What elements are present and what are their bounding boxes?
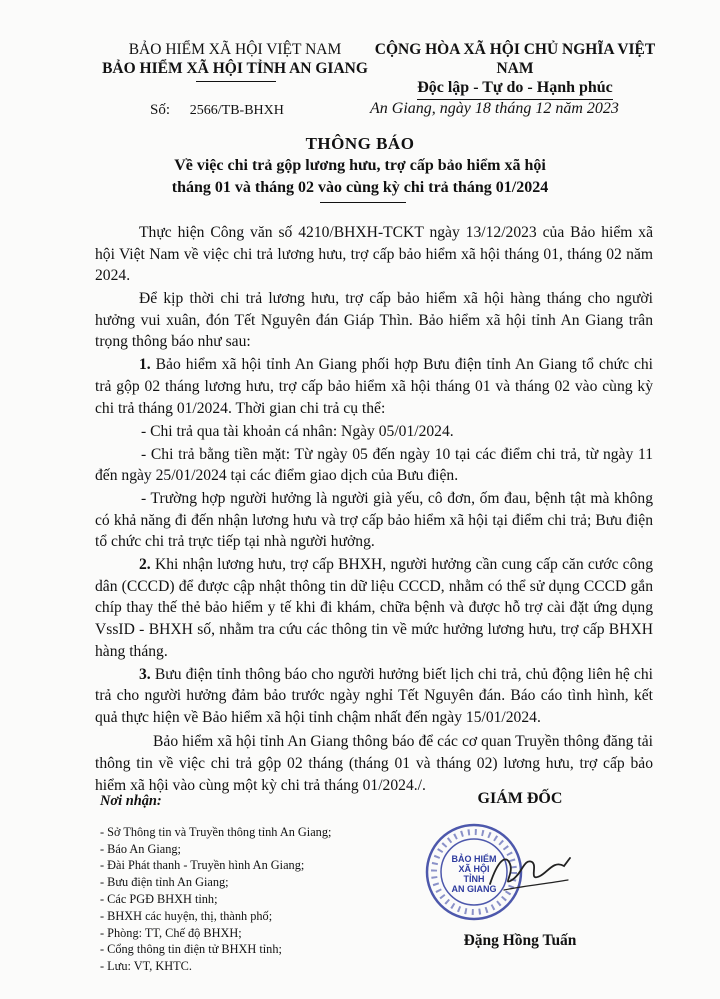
- item-2-text: Khi nhận lương hưu, trợ cấp BHXH, người hưởng cần cung cấp căn cước công dân (CCCD) để được cập nhật thông tin dữ liệu CCCD, nhằm có thể sử dụng CCCD gắn chíp thay thế thẻ bảo hiểm y tế khi đi khám, chữa bệnh và được hỗ trợ cài đặt ứng dụng VssID - BHXH số, nhằm tra cứu các thông tin về mức hưởng lương hưu, trợ cấp BHXH hàng tháng.: [95, 556, 653, 660]
- seal-text-line: AN GIANG: [451, 884, 497, 894]
- recipients-heading: Nơi nhận:: [100, 793, 162, 809]
- recipient-item: - Sở Thông tin và Truyền thông tỉnh An Giang;: [100, 824, 332, 839]
- item-3-number: 3.: [139, 665, 151, 683]
- document-date: An Giang, ngày 18 tháng 12 năm 2023: [370, 100, 619, 117]
- item-2-number: 2.: [139, 556, 151, 574]
- document-number: [150, 102, 284, 119]
- seal-text-line: TỈNH: [463, 874, 485, 884]
- recipients-list: [100, 824, 400, 975]
- recipient-item: - Bưu điện tỉnh An Giang;: [100, 875, 229, 890]
- recipient-item: - Cổng thông tin điện tử BHXH tỉnh;: [100, 942, 282, 957]
- subject-line-2: tháng 01 và tháng 02 vào cùng kỳ chi trả tháng 01/2024: [171, 179, 549, 196]
- number-label: Số:: [150, 102, 171, 118]
- document-subject: [60, 155, 660, 199]
- paragraph-purpose: Để kịp thời chi trả lương hưu, trợ cấp bảo hiểm xã hội hàng tháng cho người hưởng vui xuân, đón Tết Nguyên đán Giáp Thìn. Bảo hiểm xã hội tỉnh An Giang trân trọng thông báo như sau:: [95, 290, 653, 351]
- subject-line-1: Về việc chi trả gộp lương hưu, trợ cấp bảo hiểm xã hội: [174, 157, 546, 174]
- recipient-item: - Đài Phát thanh - Truyền hình An Giang;: [100, 858, 305, 873]
- paragraph-intro: Thực hiện Công văn số 4210/BHXH-TCKT ngày 13/12/2023 của Bảo hiểm xã hội Việt Nam về việc chi trả lương hưu, trợ cấp bảo hiểm xã hội tháng 01, tháng 02 năm 2024.: [95, 224, 653, 285]
- seal-text-line: XÃ HỘI: [458, 864, 490, 874]
- recipient-item: - Báo An Giang;: [100, 841, 181, 856]
- document-title: THÔNG BÁO: [305, 134, 415, 153]
- subject-underline: [320, 202, 406, 203]
- item-2: [95, 554, 653, 662]
- national-motto: Độc lập - Tự do - Hạnh phúc: [417, 78, 613, 100]
- dash-item-cash: - Chi trả bằng tiền mặt: Từ ngày 05 đến ngày 10 tại các điểm chi trả, từ ngày 11 đến ngày 25/01/2024 tại các điểm giao dịch của Bưu điện.: [95, 445, 653, 485]
- issuing-org: BẢO HIỂM XÃ HỘI TỈNH AN GIANG: [102, 60, 368, 77]
- item-3-text: Bưu điện tỉnh thông báo cho người hưởng biết lịch chi trả, chủ động liên hệ chi trả cho người hưởng đảm bảo trước ngày nghỉ Tết Nguyên đán. Báo cáo tình hình, kết quả thực hiện về Bảo hiểm xã hội tỉnh chậm nhất đến ngày 15/01/2024.: [95, 665, 653, 726]
- number-value: 2566/TB-BHXH: [189, 103, 284, 118]
- recipients-block: [100, 793, 400, 975]
- parent-org: BẢO HIỂM XÃ HỘI VIỆT NAM: [128, 41, 342, 58]
- signer-name: Đặng Hồng Tuấn: [463, 932, 577, 949]
- seal-text-line: BẢO HIỂM: [451, 854, 497, 864]
- item-1-number: 1.: [139, 356, 151, 374]
- recipient-item: - BHXH các huyện, thị, thành phố;: [100, 908, 273, 923]
- paragraph-closing: Bảo hiểm xã hội tỉnh An Giang thông báo để các cơ quan Truyền thông đăng tải thông tin về việc chi trả gộp 02 tháng (tháng 01 và tháng 02) lương hưu, trợ cấp bảo hiểm xã hội vào cùng một kỳ chi trả tháng 01/2024./.: [95, 733, 653, 794]
- issuer-underline: [196, 81, 276, 82]
- country-name: CỘNG HÒA XÃ HỘI CHỦ NGHĨA VIỆT NAM: [374, 41, 656, 77]
- item-1-text: Bảo hiểm xã hội tỉnh An Giang phối hợp Bưu điện tỉnh An Giang tổ chức chi trả gộp 02 tháng lương hưu, trợ cấp bảo hiểm xã hội tháng 01 và tháng 02 vào cùng kỳ chi trả tháng 01/2024. Thời gian chi trả cụ thể:: [95, 356, 653, 417]
- recipient-item: - Phòng: TT, Chế độ BHXH;: [100, 925, 242, 940]
- handwritten-signature-icon: [484, 840, 574, 900]
- dash-item-account: - Chi trả qua tài khoản cá nhân: Ngày 05/01/2024.: [141, 422, 454, 440]
- dash-item-home: - Trường hợp người hưởng là người già yếu, cô đơn, ốm đau, bệnh tật mà không có khả năng đi đến nhận lương hưu và trợ cấp bảo hiểm xã hội tại điểm chi trả; Bưu điện tổ chức chi trả trực tiếp tại nhà người hưởng.: [95, 490, 653, 551]
- signer-title: GIÁM ĐỐC: [477, 790, 563, 807]
- issuer-header: [100, 40, 370, 78]
- item-1: [95, 354, 653, 419]
- item-3: [95, 664, 653, 729]
- document-body: [95, 222, 653, 798]
- recipient-item: - Lưu: VT, KHTC.: [100, 959, 192, 974]
- recipient-item: - Các PGĐ BHXH tỉnh;: [100, 891, 218, 906]
- national-header: [360, 40, 670, 100]
